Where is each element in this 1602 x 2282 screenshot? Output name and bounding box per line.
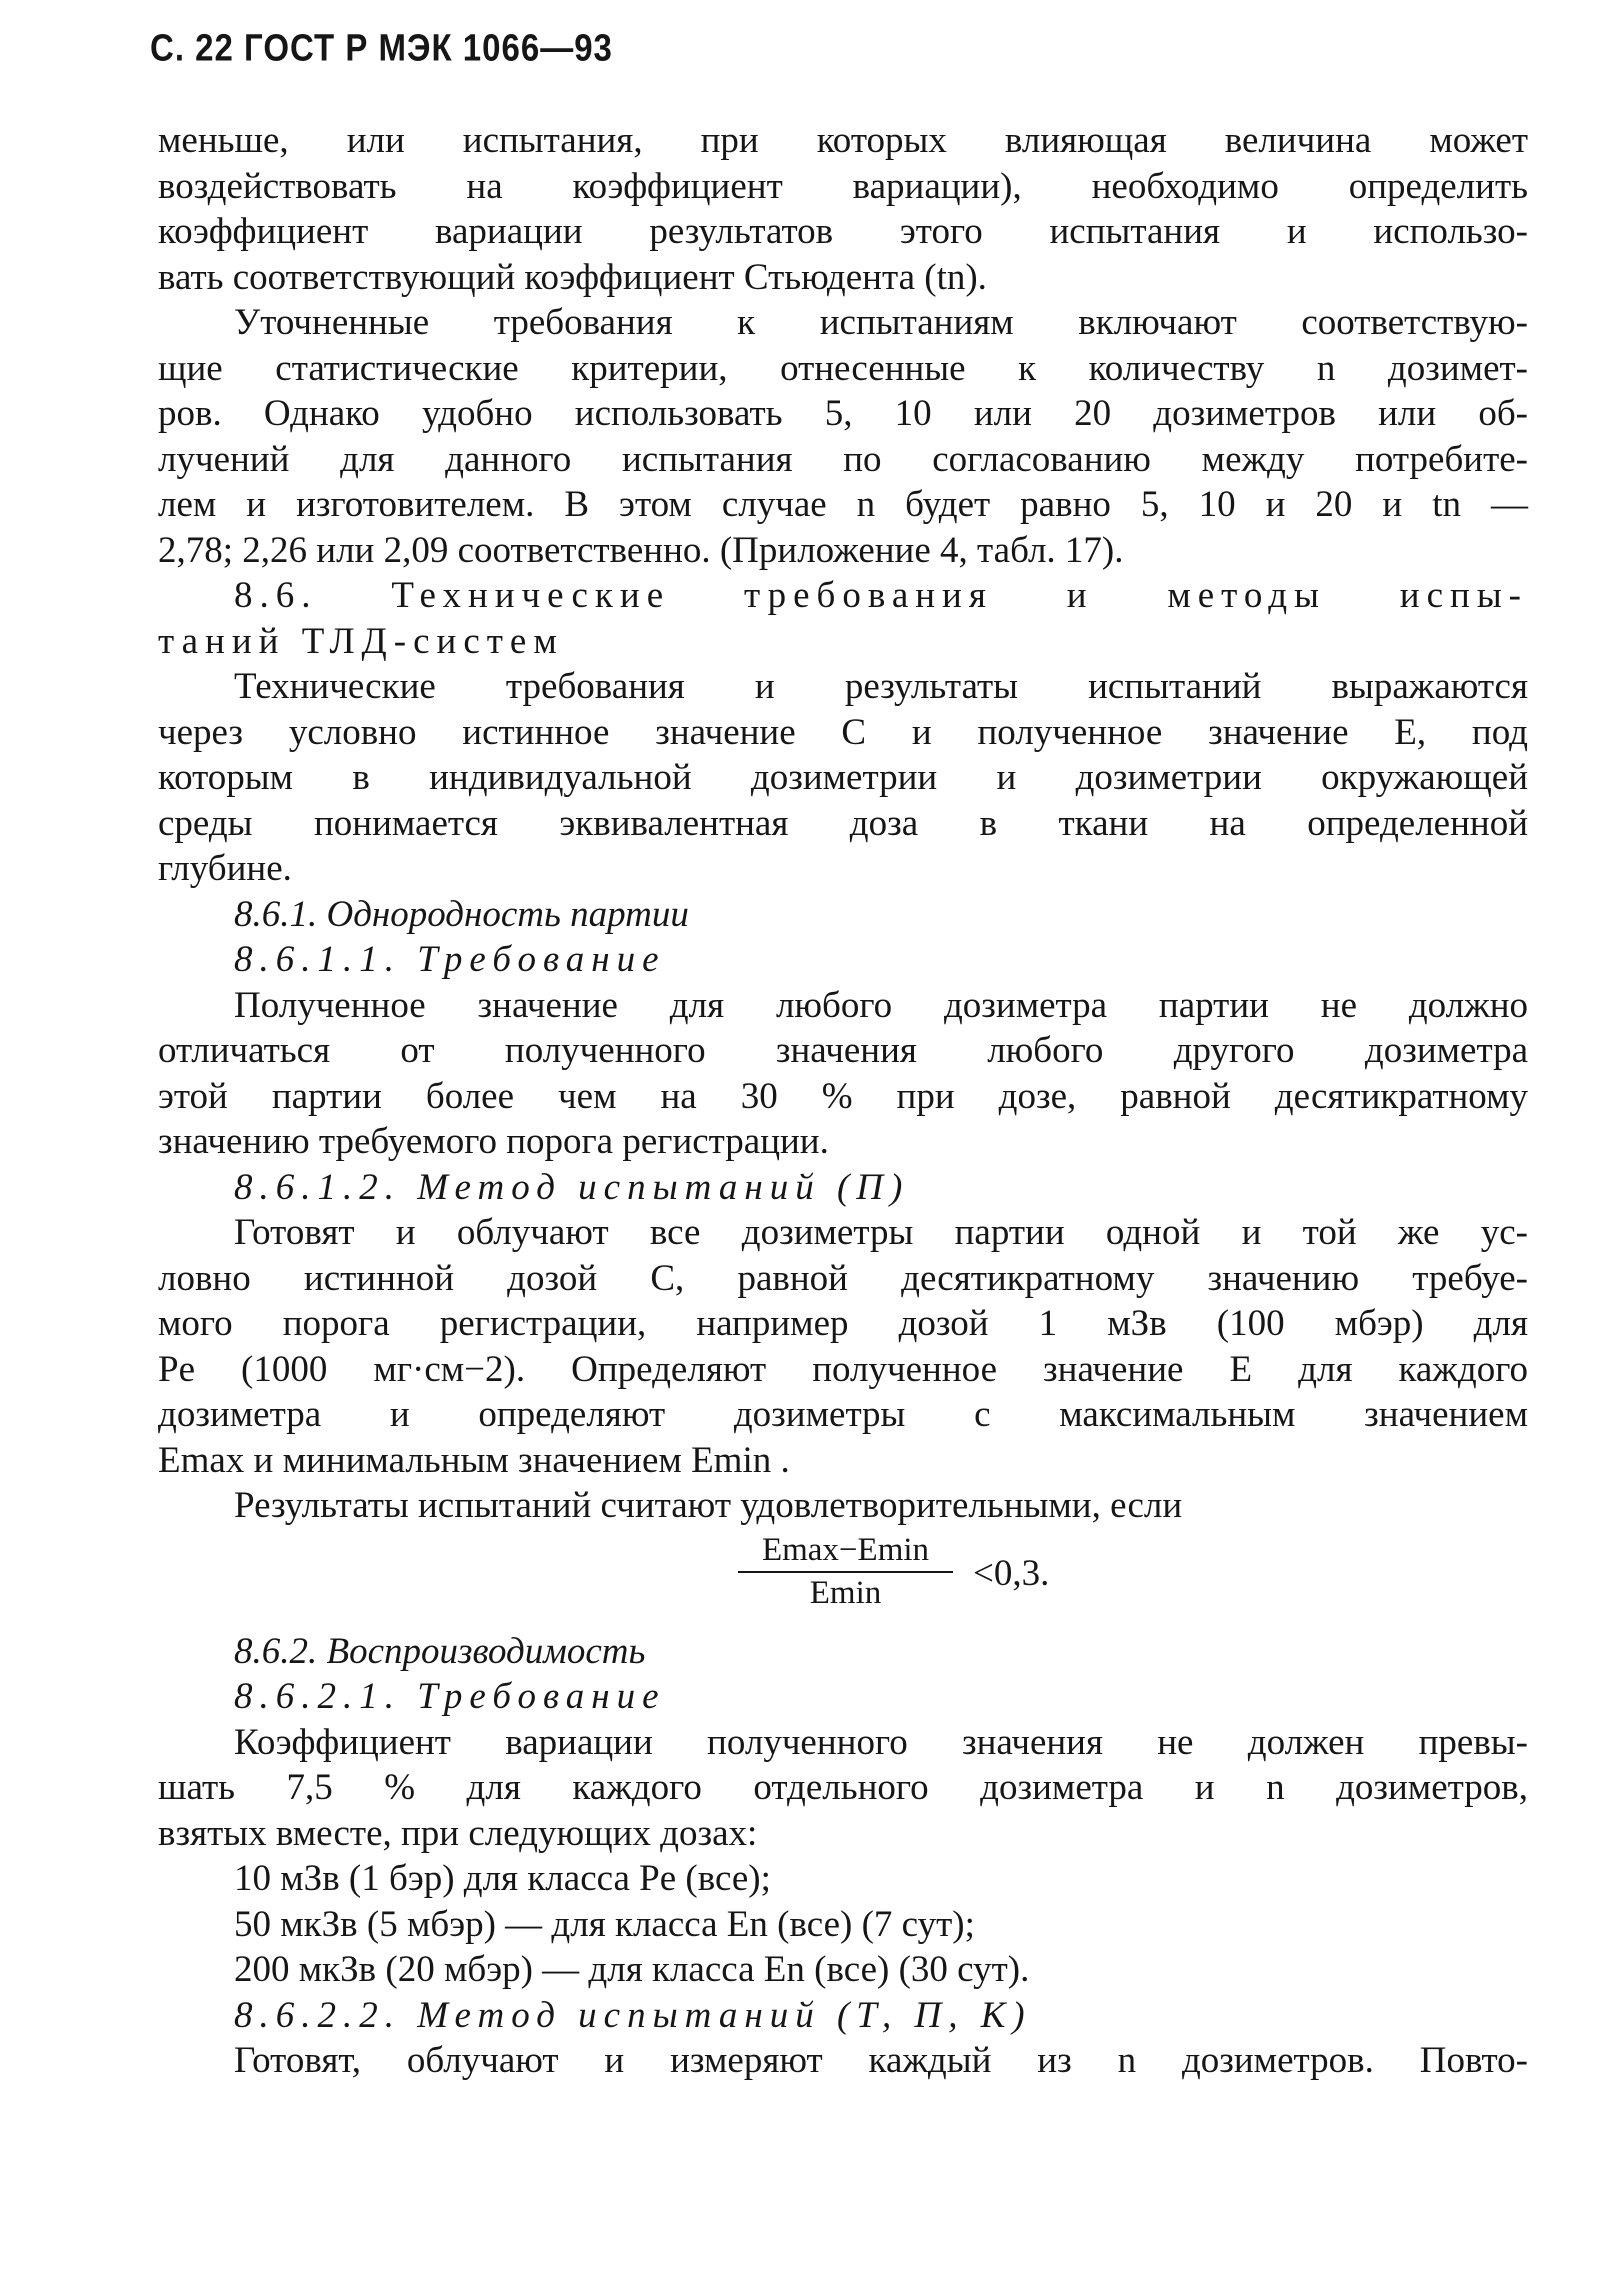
text-line: лем и изготовителем. В этом случае n будет равно 5, 10 и 20 и tn — xyxy=(158,484,1528,525)
list-item: 10 мЗв (1 бэр) для класса Pe (все); xyxy=(234,1858,771,1899)
text-line: этой партии более чем на 30 % при дозе, равной десятикратному xyxy=(158,1075,1528,1117)
text-line: взятых вместе, при следующих дозах: xyxy=(158,1812,758,1854)
text-line: воздействовать на коэффициент вариации), необходимо определить xyxy=(158,165,1528,207)
text-line: Уточненные требования к испытаниям включают соответствую- xyxy=(234,302,1528,343)
text-line: среды понимается эквивалентная доза в ткани на определенной xyxy=(158,802,1528,844)
text-line: 2,78; 2,26 или 2,09 соответственно. (Приложение 4, табл. 17). xyxy=(158,529,1124,571)
text-line: Emax и минимальным значением Emin . xyxy=(158,1439,790,1481)
text-line: шать 7,5 % для каждого отдельного дозиметра и n дозиметров, xyxy=(158,1767,1528,1808)
text-line: ров. Однако удобно использовать 5, 10 или 20 дозиметров или об- xyxy=(158,393,1528,434)
text-line: Pe (1000 мг·см−2). Определяют полученное значение E для каждого xyxy=(158,1348,1528,1390)
text-line: глубине. xyxy=(158,848,292,889)
text-line: лучений для данного испытания по согласованию между потребите- xyxy=(158,438,1528,480)
text-line: Готовят, облучают и измеряют каждый из n дозиметров. Повто- xyxy=(234,2040,1528,2081)
text-line: коэффициент вариации результатов этого испытания и использо- xyxy=(158,211,1528,252)
text-line: щие статистические критерии, отнесенные к количеству n дозимет- xyxy=(158,347,1528,389)
subsection-heading: 8.6.2. Воспроизводимость xyxy=(234,1630,646,1672)
page-header: С. 22 ГОСТ Р МЭК 1066—93 xyxy=(150,26,613,69)
text-line: через условно истинное значение C и полученное значение E, под xyxy=(158,711,1528,753)
text-line: дозиметра и определяют дозиметры с максимальным значением xyxy=(158,1394,1528,1435)
text-line: значению требуемого порога регистрации. xyxy=(158,1121,829,1162)
section-heading: 8.6. Технические требования и методы испы- xyxy=(234,575,1528,616)
text-line: Результаты испытаний считают удовлетворительными, если xyxy=(234,1485,1183,1526)
text-line: мого порога регистрации, например дозой 1 мЗв (100 мбэр) для xyxy=(158,1303,1528,1344)
subsection-heading: 8.6.2.2. Метод испытаний (Т, П, К) xyxy=(234,1994,1032,2036)
list-item: 200 мкЗв (20 мбэр) — для класса En (все) (30 сут). xyxy=(234,1949,1030,1990)
text-line: вать соответствующий коэффициент Стьюдента (tn). xyxy=(158,256,987,298)
subsection-heading: 8.6.1.1. Требование xyxy=(234,939,666,980)
subsection-heading: 8.6.1.2. Метод испытаний (П) xyxy=(234,1166,910,1208)
section-heading: таний ТЛД-систем xyxy=(158,620,564,662)
fraction xyxy=(738,1531,953,1613)
text-line: Полученное значение для любого дозиметра партии не должно xyxy=(234,984,1528,1026)
text-line: Готовят и облучают все дозиметры партии одной и той же ус- xyxy=(234,1212,1528,1253)
text-line: отличаться от полученного значения любого другого дозиметра xyxy=(158,1030,1528,1071)
fraction-denominator: Emin xyxy=(809,1574,882,1611)
subsection-heading: 8.6.2.1. Требование xyxy=(234,1676,666,1717)
text-line: которым в индивидуальной дозиметрии и дозиметрии окружающей xyxy=(158,757,1528,798)
document-body xyxy=(158,118,1528,2084)
subsection-heading: 8.6.1. Однородность партии xyxy=(234,893,689,935)
list-item: 50 мкЗв (5 мбэр) — для класса En (все) (7 сут); xyxy=(234,1903,975,1945)
formula xyxy=(158,1529,1528,1629)
formula-relation: <0,3. xyxy=(973,1552,1050,1594)
text-line: ловно истинной дозой C, равной десятикратному значению требуе- xyxy=(158,1257,1528,1299)
text-line: меньше, или испытания, при которых влияющая величина может xyxy=(158,120,1528,161)
text-line: Коэффициент вариации полученного значения не должен превы- xyxy=(234,1721,1528,1763)
fraction-numerator: Emax−Emin xyxy=(738,1531,953,1573)
text-line: Технические требования и результаты испытаний выражаются xyxy=(234,666,1528,707)
